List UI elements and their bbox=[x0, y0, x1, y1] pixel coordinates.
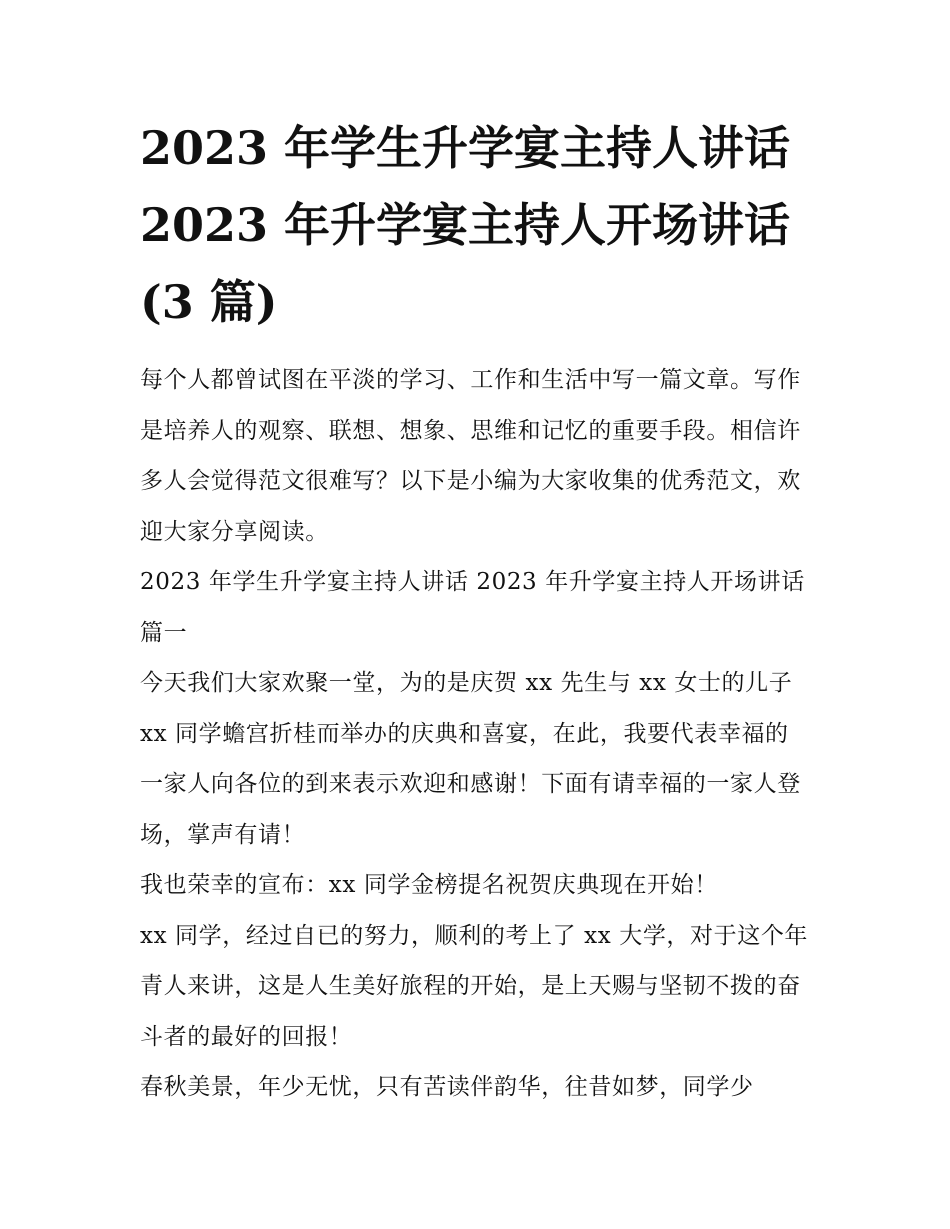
document-title bbox=[140, 110, 812, 341]
section-heading: 2023 年学生升学宴主持人讲话 2023 年升学宴主持人开场讲话篇一 bbox=[140, 569, 805, 646]
document-page bbox=[140, 110, 812, 1113]
intro-paragraph: 每个人都曾试图在平淡的学习、工作和生活中写一篇文章。写作是培养人的观察、联想、想象、思维和记忆的重要手段。相信许多人会觉得范文很难写？以下是小编为大家收集的优秀范文，欢迎大家分享阅读。 bbox=[140, 367, 801, 545]
body-paragraph: 今天我们大家欢聚一堂，为的是庆贺 xx 先生与 xx 女士的儿子 xx 同学蟾宫折桂而举办的庆典和喜宴，在此，我要代表幸福的一家人向各位的到来表示欢迎和感谢！下面有请幸福的一家人登场，掌声有请！ bbox=[140, 670, 801, 848]
body-paragraph: xx 同学，经过自已的努力，顺利的考上了 xx 大学，对于这个年青人来讲，这是人生美好旅程的开始，是上天赐与坚韧不拨的奋斗者的最好的回报！ bbox=[140, 922, 809, 1050]
body-paragraph: 我也荣幸的宣布：xx 同学金榜提名祝贺庆典现在开始！ bbox=[140, 872, 718, 898]
body-paragraph: 春秋美景，年少无忧，只有苦读伴韵华，往昔如梦，同学少 bbox=[140, 1074, 754, 1100]
title-line-1: 2023 年学生升学宴主持人讲话 bbox=[140, 121, 791, 175]
title-line-2: 2023 年升学宴主持人开场讲话 bbox=[140, 198, 791, 252]
title-line-3: (3 篇) bbox=[140, 275, 278, 329]
